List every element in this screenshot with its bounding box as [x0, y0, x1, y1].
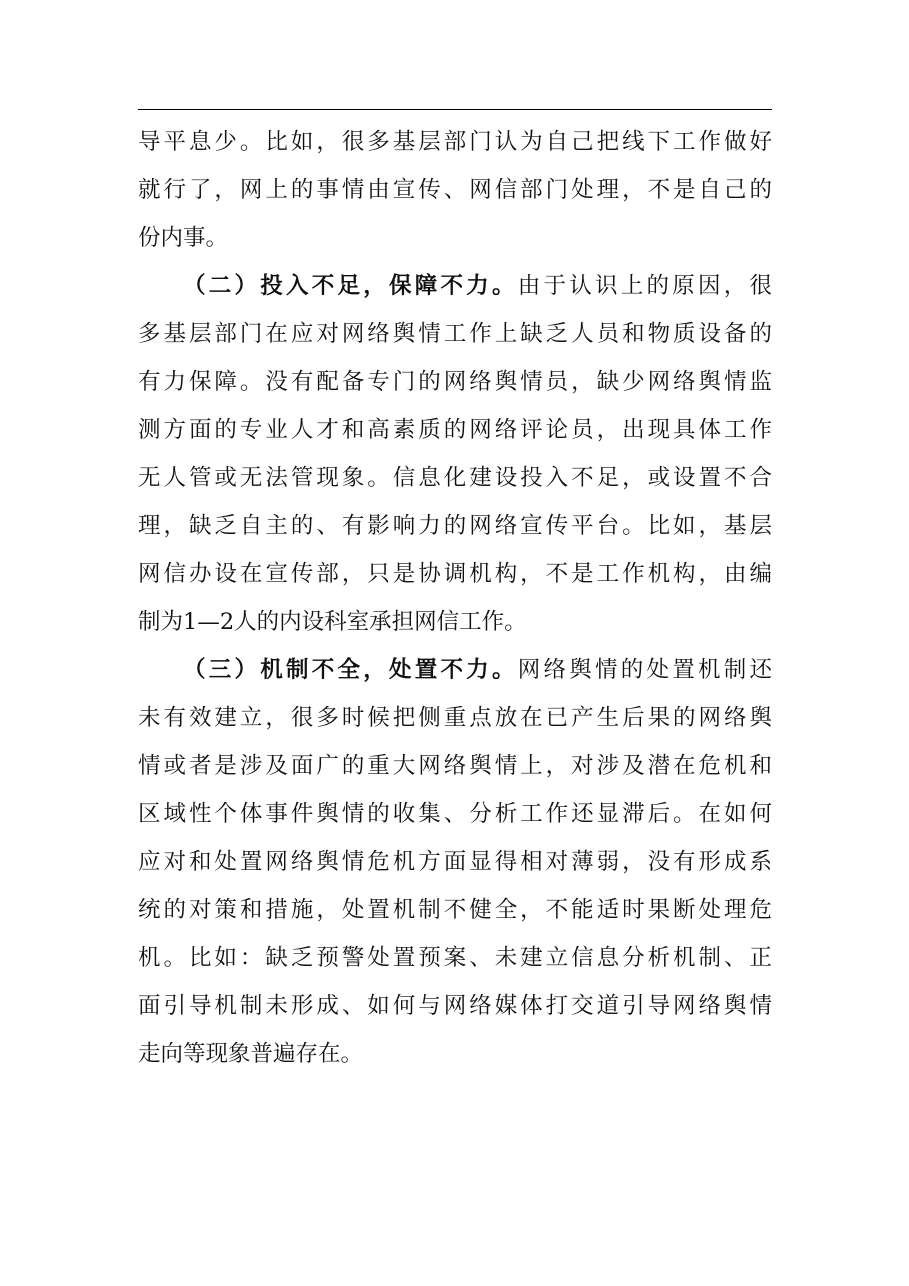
- text-line: 网信办设在宣传部，只是协调机构，不是工作机构，由编: [138, 561, 772, 587]
- text-line: 多基层部门在应对网络舆情工作上缺乏人员和物质设备的: [138, 321, 772, 347]
- text-line: 机。比如：缺乏预警处置预案、未建立信息分析机制、正: [138, 945, 772, 971]
- text-line: 应对和处置网络舆情危机方面显得相对薄弱，没有形成系: [138, 849, 772, 875]
- text-line: 面引导机制未形成、如何与网络媒体打交道引导网络舆情: [138, 993, 772, 1019]
- text-line: [138, 646, 772, 694]
- text-line: 制为1—2人的内设科室承担网信工作。: [138, 609, 527, 635]
- text-line: 未有效建立，很多时候把侧重点放在已产生后果的网络舆: [138, 705, 772, 731]
- text-line: 无人管或无法管现象。信息化建设投入不足，或设置不合: [138, 465, 772, 491]
- text-line: 走向等现象普遍存在。: [138, 1041, 364, 1067]
- text-line: 情或者是涉及面广的重大网络舆情上，对涉及潜在危机和: [138, 753, 772, 779]
- body-text: [138, 118, 772, 1078]
- text-line: 测方面的专业人才和高素质的网络评论员，出现具体工作: [138, 417, 772, 443]
- text-line: 导平息少。比如，很多基层部门认为自己把线下工作做好: [138, 129, 772, 155]
- text-run: 由于认识上的原因，很: [517, 273, 772, 299]
- text-line: 份内事。: [138, 225, 229, 251]
- text-run: 网络舆情的处置机制还: [517, 657, 772, 683]
- text-line: 有力保障。没有配备专门的网络舆情员，缺少网络舆情监: [138, 369, 772, 395]
- section-heading: （二）投入不足，保障不力。: [183, 273, 518, 299]
- text-line: 区域性个体事件舆情的收集、分析工作还显滞后。在如何: [138, 801, 772, 827]
- section-heading: （三）机制不全，处置不力。: [183, 657, 518, 683]
- text-line: 就行了，网上的事情由宣传、网信部门处理，不是自己的: [138, 177, 772, 203]
- text-line: [138, 262, 772, 310]
- text-line: 理，缺乏自主的、有影响力的网络宣传平台。比如，基层: [138, 513, 772, 539]
- header-rule: [138, 109, 772, 110]
- text-line: 统的对策和措施，处置机制不健全，不能适时果断处理危: [138, 897, 772, 923]
